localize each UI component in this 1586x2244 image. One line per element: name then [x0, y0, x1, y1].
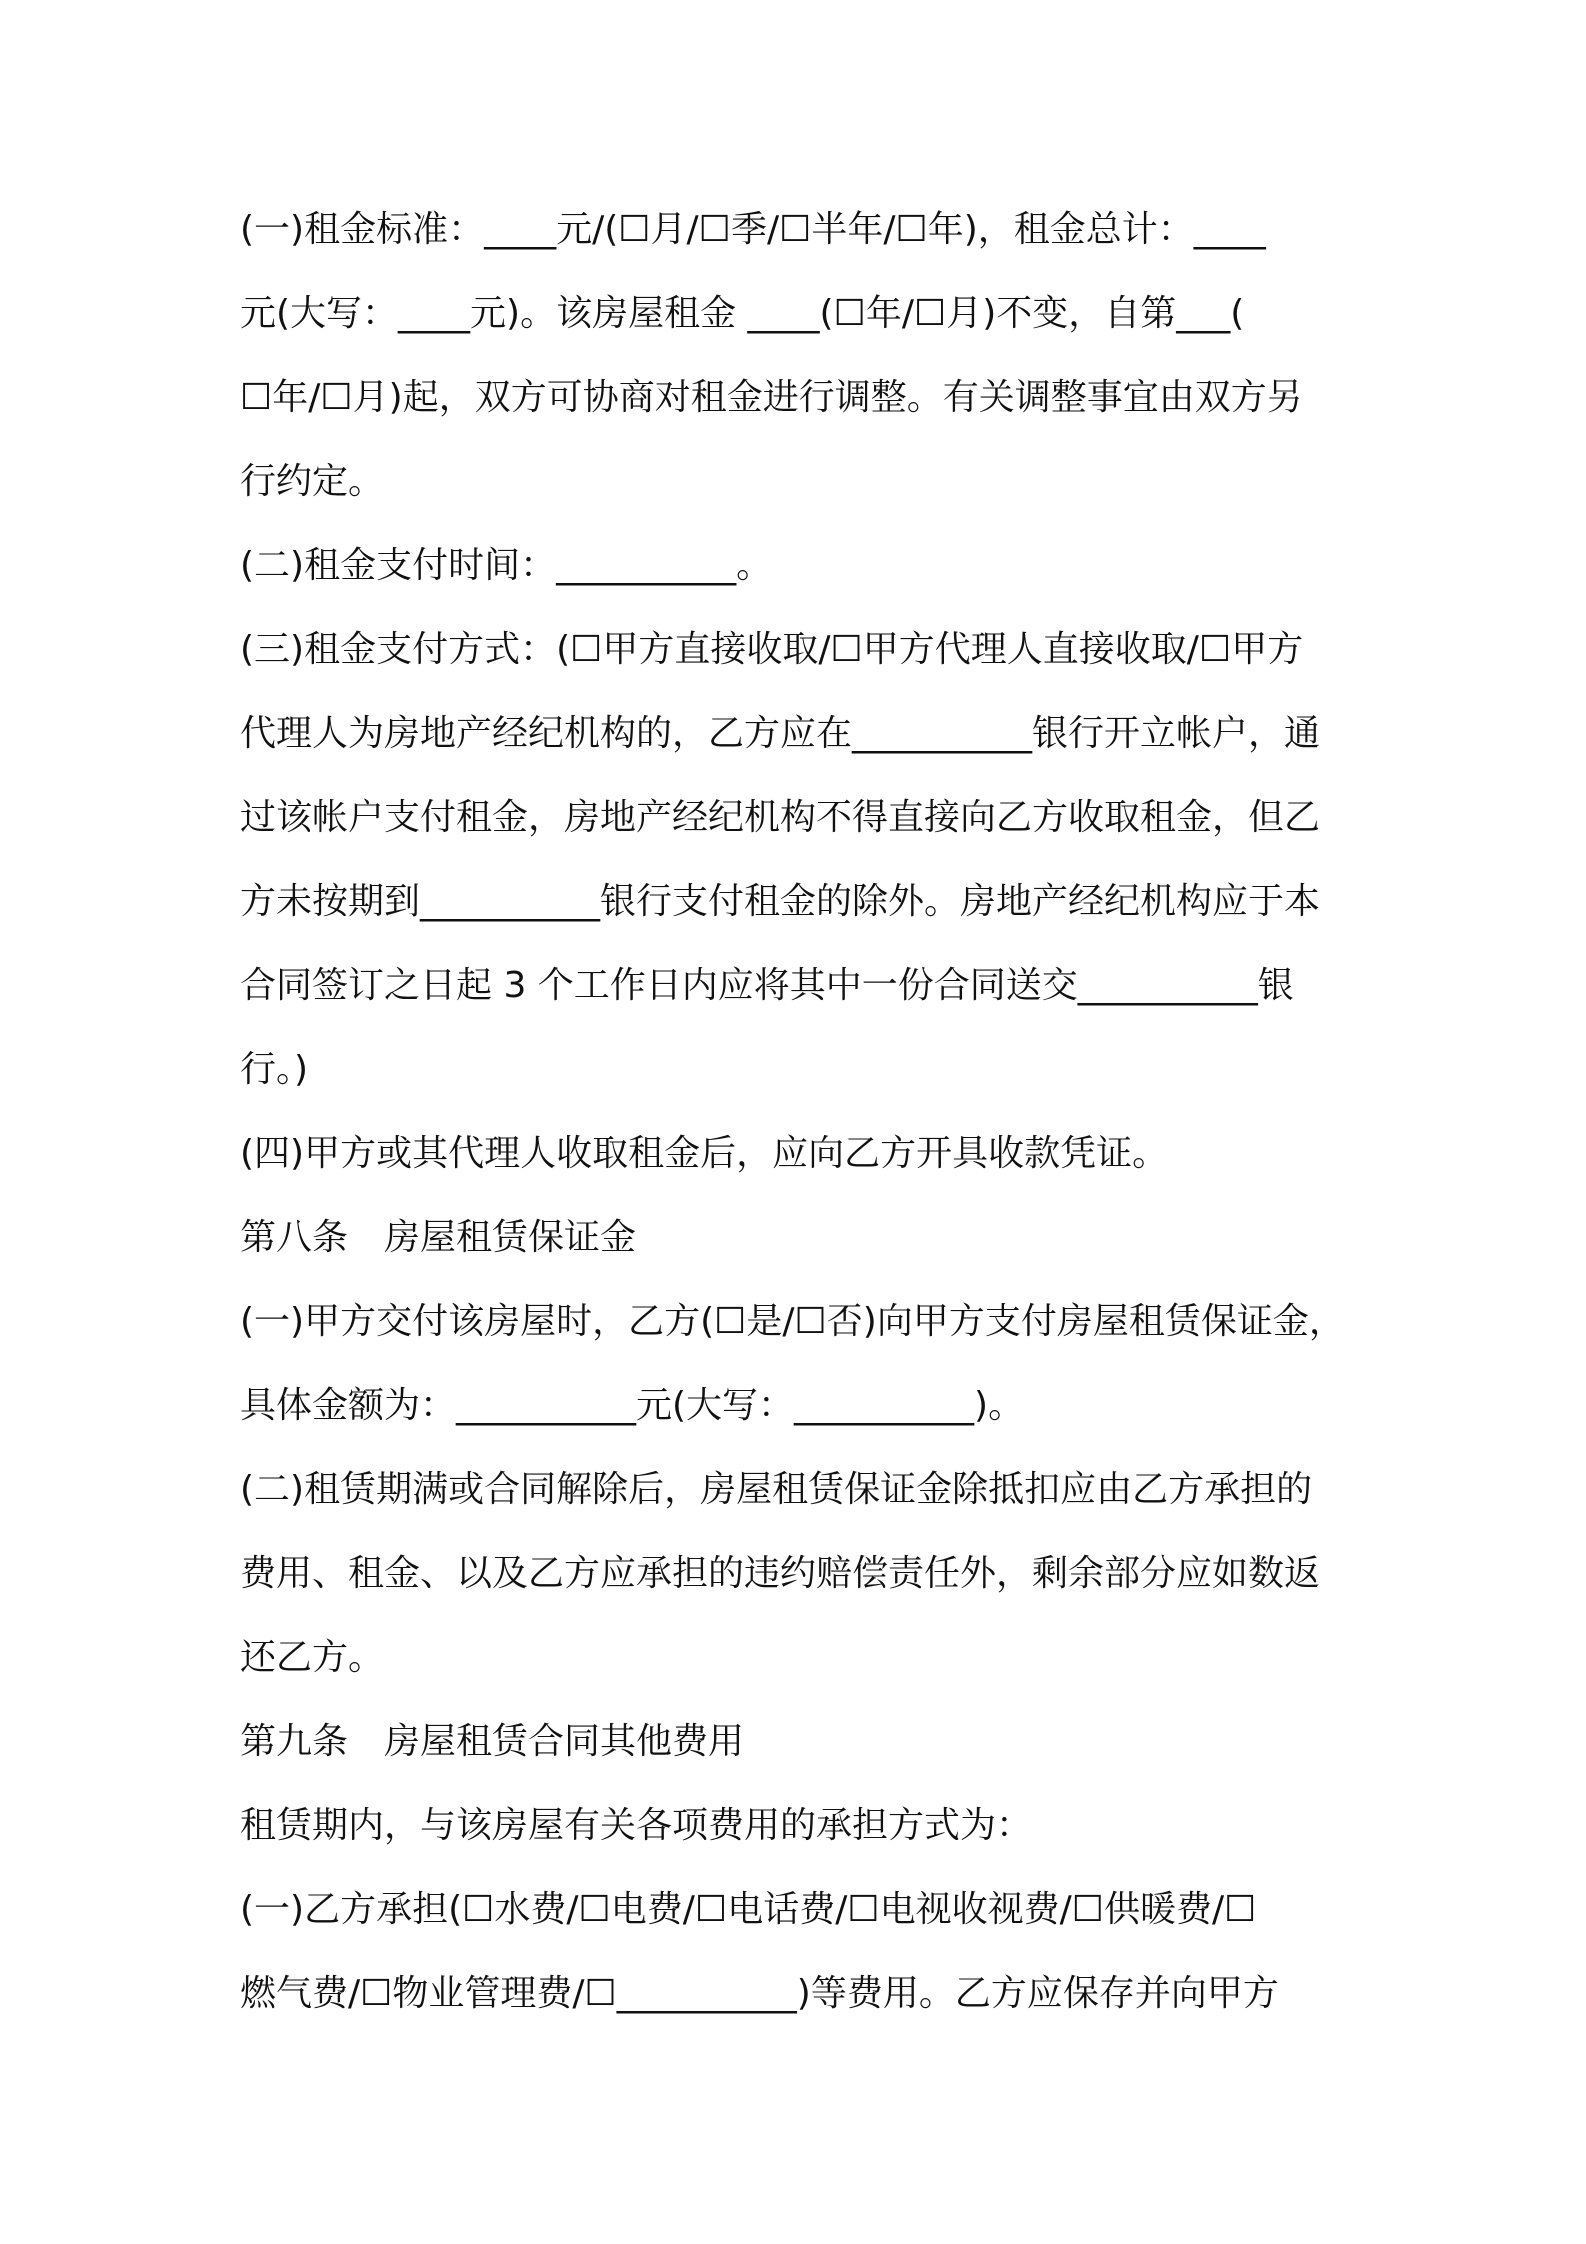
- text-line: (二)租赁期满或合同解除后，房屋租赁保证金除抵扣应由乙方承担的: [240, 1469, 1313, 1510]
- text-line: 行。): [240, 1049, 309, 1090]
- text-line: 具体金额为：__________元(大写：__________)。: [240, 1385, 1025, 1426]
- text-line: (二)租金支付时间：__________。: [240, 545, 773, 586]
- text-line: ☐年/☐月)起，双方可协商对租金进行调整。有关调整事宜由双方另: [240, 377, 1303, 418]
- text-line: 燃气费/☐物业管理费/☐__________)等费用。乙方应保存并向甲方: [240, 1973, 1279, 2014]
- text-line: (三)租金支付方式：(☐甲方直接收取/☐甲方代理人直接收取/☐甲方: [240, 629, 1304, 670]
- text-line: 方未按期到__________银行支付租金的除外。房地产经纪机构应于本: [240, 881, 1321, 922]
- text-line: 还乙方。: [240, 1637, 385, 1678]
- section-heading: 第八条 房屋租赁保证金: [240, 1217, 637, 1258]
- text-line: 元(大写：____元)。该房屋租金 ____(☐年/☐月)不变，自第___(: [240, 293, 1245, 334]
- text-line: 租赁期内，与该房屋有关各项费用的承担方式为：: [240, 1805, 1033, 1846]
- text-line: 过该帐户支付租金，房地产经纪机构不得直接向乙方收取租金，但乙: [240, 797, 1321, 838]
- text-line: (一)乙方承担(☐水费/☐电费/☐电话费/☐电视收视费/☐供暖费/☐: [240, 1889, 1257, 1930]
- text-line: (一)甲方交付该房屋时，乙方(☐是/☐否)向甲方支付房屋租赁保证金，: [240, 1301, 1345, 1342]
- section-heading: 第九条 房屋租赁合同其他费用: [240, 1721, 745, 1762]
- text-line: (一)租金标准：____元/(☐月/☐季/☐半年/☐年)，租金总计：____: [240, 209, 1266, 250]
- text-line: 费用、租金、以及乙方应承担的违约赔偿责任外，剩余部分应如数返: [240, 1553, 1321, 1594]
- text-line: (四)甲方或其代理人收取租金后，应向乙方开具收款凭证。: [240, 1133, 1169, 1174]
- text-line: 合同签订之日起 3 个工作日内应将其中一份合同送交__________银: [240, 965, 1294, 1006]
- text-line: 行约定。: [240, 461, 385, 502]
- text-line: 代理人为房地产经纪机构的，乙方应在__________银行开立帐户，通: [240, 713, 1321, 754]
